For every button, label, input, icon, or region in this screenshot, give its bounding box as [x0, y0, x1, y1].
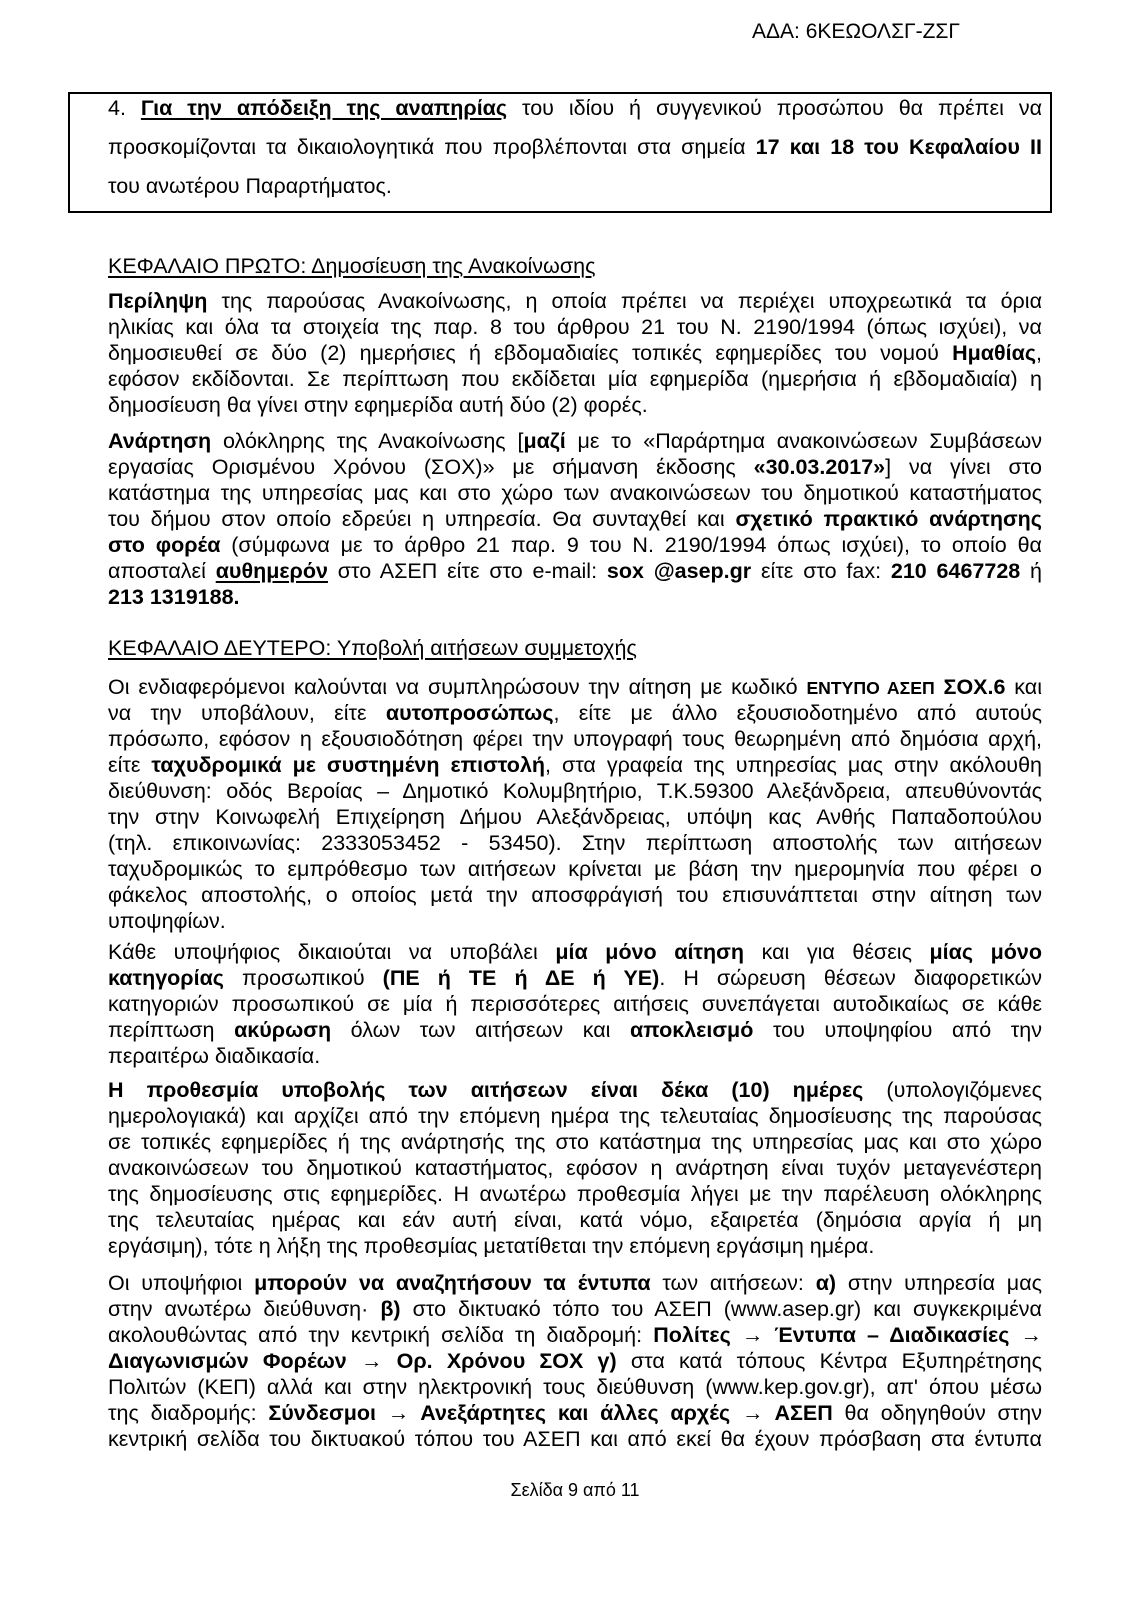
text-run: υποψηφίων. [108, 909, 226, 933]
chapter-one-heading: ΚΕΦΑΛΑΙΟ ΠΡΩΤΟ: Δημοσίευση της Ανακοίνωσης [108, 254, 596, 278]
text-run: και [1005, 675, 1042, 699]
text-line [108, 1270, 1042, 1296]
text-line [108, 288, 1042, 314]
text-run: (σύμφωνα με το άρθρο 21 παρ. 9 του Ν. 2190/1994 όπως ισχύει), το οποίο θα [220, 533, 1042, 557]
text-run: στο φορέα [108, 533, 221, 557]
text-run: αποσταλεί [108, 559, 216, 583]
text-run: είτε στο fax: [751, 559, 891, 583]
text-line [108, 558, 1042, 584]
text-run: με το «Παράρτημα ανακοινώσεων Συμβάσεων [565, 429, 1042, 453]
text-run: ή [1020, 559, 1043, 583]
text-run: αυτοπροσώπως [385, 701, 554, 725]
text-run: διεύθυνση: οδός Βεροίας – Δημοτικό Κολυμβητήριο, Τ.Κ.59300 Αλεξάνδρεια, απευθύνοντάς [108, 779, 1042, 803]
text-run: της δημοσίευσης στις εφημερίδες. Η ανωτέρω προθεσμία λήγει με την παρέλευση ολόκληρης [108, 1182, 1042, 1206]
text-run: της διαδρομής: [108, 1401, 269, 1425]
text-run: φάκελος αποστολής, ο οποίος μετά την αποσφράγισή του επισυνάπτεται στην αίτηση των [108, 883, 1042, 907]
text-line [108, 584, 1042, 610]
text-run: β) [380, 1297, 401, 1321]
text-line [108, 1017, 1042, 1043]
text-run: στο δικτυακό τόπο του ΑΣΕΠ (www.asep.gr) και συγκεκριμένα [400, 1297, 1042, 1321]
text-run: ανακοινώσεων του δημοτικού καταστήματος, εφόσον η ανάρτηση είναι τυχόν μεταγενέστερη [108, 1156, 1042, 1180]
text-run: ταχυδρομικά με συστημένη επιστολή [151, 753, 546, 777]
text-line [108, 134, 1042, 160]
text-line [108, 726, 1042, 752]
text-run: Για την απόδειξη της αναπηρίας [140, 96, 508, 120]
text-run: της τελευταίας ημέρας και εάν αυτή είναι, κατά νόμο, εξαιρετέα (δημόσια αργία ή μη [108, 1208, 1042, 1232]
page-number: Σελίδα 9 από 11 [510, 1480, 640, 1500]
text-line [108, 752, 1042, 778]
text-line [108, 173, 1042, 199]
text-run: των αιτήσεων: [650, 1271, 816, 1295]
forms-availability-paragraph [108, 1270, 1042, 1452]
text-run: θα οδηγηθούν στην [832, 1401, 1042, 1425]
text-run: όλων των αιτήσεων και [331, 1018, 631, 1042]
text-line [108, 314, 1042, 340]
text-run: Οι υποψήφιοι [108, 1271, 255, 1295]
text-run: της παρούσας Ανακοίνωσης, η οποία πρέπει να περιέχει υποχρεωτικά τα όρια [207, 289, 1042, 313]
text-run: α) [815, 1271, 837, 1295]
text-run: και για θέσεις [744, 940, 930, 964]
text-run: 17 και 18 του Κεφαλαίου ΙΙ [755, 135, 1042, 159]
text-run: να την υποβάλουν, είτε [108, 701, 386, 725]
text-run: εργασίας Ορισμένου Χρόνου (ΣΟΧ)» με σήμανση έκδοσης [108, 455, 754, 479]
text-run: ολόκληρης της Ανακοίνωσης [ [211, 429, 524, 453]
text-run: του δήμου στον οποίο εδρεύει η υπηρεσία. Θα συνταχθεί και [108, 507, 736, 531]
text-run: προσωπικού [223, 966, 383, 990]
text-line [108, 965, 1042, 991]
text-run: Σύνδεσμοι → Ανεξάρτητες και άλλες αρχές → ΑΣΕΠ [268, 1401, 833, 1425]
text-run: ακύρωση [234, 1018, 332, 1042]
text-run: στο ΑΣΕΠ είτε στο e-mail: [327, 559, 607, 583]
text-line [108, 1426, 1042, 1452]
text-run: (ΠΕ ή ΤΕ ή ΔΕ ή ΥΕ) [382, 966, 660, 990]
text-run: Περίληψη [108, 289, 208, 313]
text-run: Ημαθίας [952, 341, 1037, 365]
text-line [108, 1322, 1042, 1348]
ada-code: ΑΔΑ: 6ΚΕΩΟΛΣΓ-ΖΣΓ [751, 20, 960, 43]
text-run: 210 6467728 [890, 559, 1021, 583]
disability-proof-paragraph [108, 95, 1042, 212]
text-line [108, 1043, 1042, 1069]
text-run: (υπολογιζόμενες [863, 1078, 1042, 1102]
application-submission-paragraph [108, 674, 1042, 934]
text-run: Η προθεσμία υποβολής των αιτήσεων είναι δέκα (10) ημέρες [108, 1078, 864, 1102]
text-run: είτε [108, 753, 152, 777]
text-line [108, 830, 1042, 856]
text-run: 213 1319188. [108, 585, 240, 609]
text-run: «30.03.2017» [753, 455, 886, 479]
text-run: ταχυδρομικώς το εμπρόθεσμο των αιτήσεων κρίνεται με βάση την ημερομηνία που φέρει ο [108, 857, 1042, 881]
text-run: του υποψηφίου από την [753, 1018, 1043, 1042]
text-run: , στα γραφεία της υπηρεσίας μας στην ακόλουθη [545, 753, 1042, 777]
text-line [108, 1233, 1042, 1259]
text-line [108, 480, 1042, 506]
text-line [108, 454, 1042, 480]
text-run: Ανάρτηση [108, 429, 212, 453]
text-run: περαιτέρω διαδικασία. [108, 1044, 321, 1068]
text-run: εργάσιμη), τότε η λήξη της προθεσμίας μετατίθεται την επόμενη εργάσιμη ημέρα. [108, 1234, 875, 1258]
text-line [108, 392, 1042, 418]
text-line [108, 340, 1042, 366]
text-run: του ανωτέρου Παραρτήματος. [108, 174, 392, 198]
text-line [108, 908, 1042, 934]
text-run: στην ανωτέρω διεύθυνση· [108, 1297, 381, 1321]
text-line [108, 506, 1042, 532]
text-line [108, 428, 1042, 454]
text-run: , είτε με άλλο εξουσιοδοτημένο από αυτούς [553, 701, 1042, 725]
text-line [108, 95, 1042, 121]
text-run: μαζί [523, 429, 566, 453]
text-run: Πολίτες → Έντυπα – Διαδικασίες → [653, 1323, 1043, 1347]
text-run: Κάθε υποψήφιος δικαιούται να υποβάλει [108, 940, 556, 964]
text-run: Διαγωνισμών Φορέων → Ορ. Χρόνου ΣΟΧ γ) [108, 1349, 617, 1373]
text-run: ] να γίνει στο [885, 455, 1042, 479]
text-run: 4. [108, 96, 141, 120]
text-run: μίας μόνο [929, 940, 1042, 964]
text-run: (τηλ. επικοινωνίας: 2333053452 - 53450). Στην περίπτωση αποστολής των αιτήσεων [108, 831, 1042, 855]
text-run: . Η σώρευση θέσεων διαφορετικών [659, 966, 1042, 990]
text-run: κατηγορίας [108, 966, 224, 990]
single-application-paragraph [108, 939, 1042, 1069]
text-line [108, 1348, 1042, 1374]
text-line [108, 1103, 1042, 1129]
text-line [108, 804, 1042, 830]
text-line [108, 1181, 1042, 1207]
text-line [108, 882, 1042, 908]
text-line [108, 1207, 1042, 1233]
text-run: στα κατά τόπους Κέντρα Εξυπηρέτησης [616, 1349, 1042, 1373]
text-run: εφόσον εκδίδονται. Σε περίπτωση που εκδίδεται μία εφημερίδα (ημερήσια ή εβδομαδιαία) η [108, 367, 1042, 391]
text-run: Οι ενδιαφερόμενοι καλούνται να συμπληρώσουν την αίτηση με κωδικό [108, 675, 807, 699]
text-run: δημοσιευθεί σε δύο (2) ημερήσιες ή εβδομαδιαίες τοπικές εφημερίδες του νομού [108, 341, 953, 365]
text-line [108, 674, 1042, 700]
text-line [108, 939, 1042, 965]
chapter-two-heading: ΚΕΦΑΛΑΙΟ ΔΕΥΤΕΡΟ: Υποβολή αιτήσεων συμμετοχής [108, 636, 637, 660]
text-run: δημοσίευση θα γίνει στην εφημερίδα αυτή δύο (2) φορές. [108, 393, 648, 417]
summary-publication-paragraph [108, 288, 1042, 418]
text-run [935, 675, 944, 699]
text-run: sox @asep.gr [606, 559, 752, 583]
text-run: Πολιτών (ΚΕΠ) αλλά και στην ηλεκτρονική τους διεύθυνση (www.kep.gov.gr), απ' όπου μέσω [108, 1375, 1042, 1399]
text-line [108, 532, 1042, 558]
text-line [108, 991, 1042, 1017]
text-run: περίπτωση [108, 1018, 235, 1042]
text-line [108, 1077, 1042, 1103]
text-run: , [1036, 341, 1042, 365]
text-run: αυθημερόν [215, 559, 328, 583]
text-line [108, 366, 1042, 392]
text-line [108, 778, 1042, 804]
text-line [108, 1400, 1042, 1426]
posting-paragraph [108, 428, 1042, 610]
text-run: κεντρική σελίδα του δικτυακού τόπου του ΑΣΕΠ και από εκεί θα έχουν πρόσβαση στα έντυπα [108, 1427, 1042, 1451]
text-run: ηλικίας και όλα τα στοιχεία της παρ. 8 του άρθρου 21 του Ν. 2190/1994 (όπως ισχύει), να [108, 315, 1042, 339]
text-line [108, 1155, 1042, 1181]
text-run: του ιδίου ή συγγενικού προσώπου θα πρέπει να [507, 96, 1043, 120]
text-run: την στην Κοινωφελή Επιχείρηση Δήμου Αλεξάνδρειας, υπόψη κας Ανθής Παπαδοπούλου [108, 805, 1042, 829]
text-run: ΕΝΤΥΠΟ ΑΣΕΠ [806, 678, 935, 698]
text-run: μπορούν να αναζητήσουν τα έντυπα [254, 1271, 651, 1295]
text-run: σχετικό πρακτικό ανάρτησης [735, 507, 1042, 531]
text-run: στην υπηρεσία μας [836, 1271, 1042, 1295]
text-run: αποκλεισμό [630, 1018, 754, 1042]
text-line [108, 1374, 1042, 1400]
text-run: ΣΟΧ.6 [943, 675, 1006, 699]
text-run: σε τοπικές εφημερίδες ή της ανάρτησής της στο κατάστημα της υπηρεσίας μας και στο χώρο [108, 1130, 1042, 1154]
disability-proof-box [68, 92, 1052, 213]
text-run: πρόσωπο, εφόσον η εξουσιοδότηση φέρει την υπογραφή τους θεωρημένη από δημόσια αρχή, [108, 727, 1042, 751]
text-line [108, 700, 1042, 726]
text-run: προσκομίζονται τα δικαιολογητικά που προβλέπονται στα σημεία [108, 135, 756, 159]
text-line [108, 1129, 1042, 1155]
deadline-paragraph [108, 1077, 1042, 1259]
text-run: μία μόνο αίτηση [555, 940, 745, 964]
text-line [108, 1296, 1042, 1322]
text-run: κατηγοριών προσωπικού σε μία ή περισσότερες αιτήσεις συνεπάγεται αυτοδικαίως σε κάθε [108, 992, 1042, 1016]
text-line [108, 856, 1042, 882]
text-run: ημερολογιακά) και αρχίζει από την επόμενη ημέρα της τελευταίας δημοσίευσης της παρούσας [108, 1104, 1042, 1128]
text-run: ακολουθώντας από την κεντρική σελίδα τη διαδρομή: [108, 1323, 654, 1347]
text-run: κατάστημα της υπηρεσίας μας και στο χώρο των ανακοινώσεων του δημοτικού καταστήματος [108, 481, 1042, 505]
